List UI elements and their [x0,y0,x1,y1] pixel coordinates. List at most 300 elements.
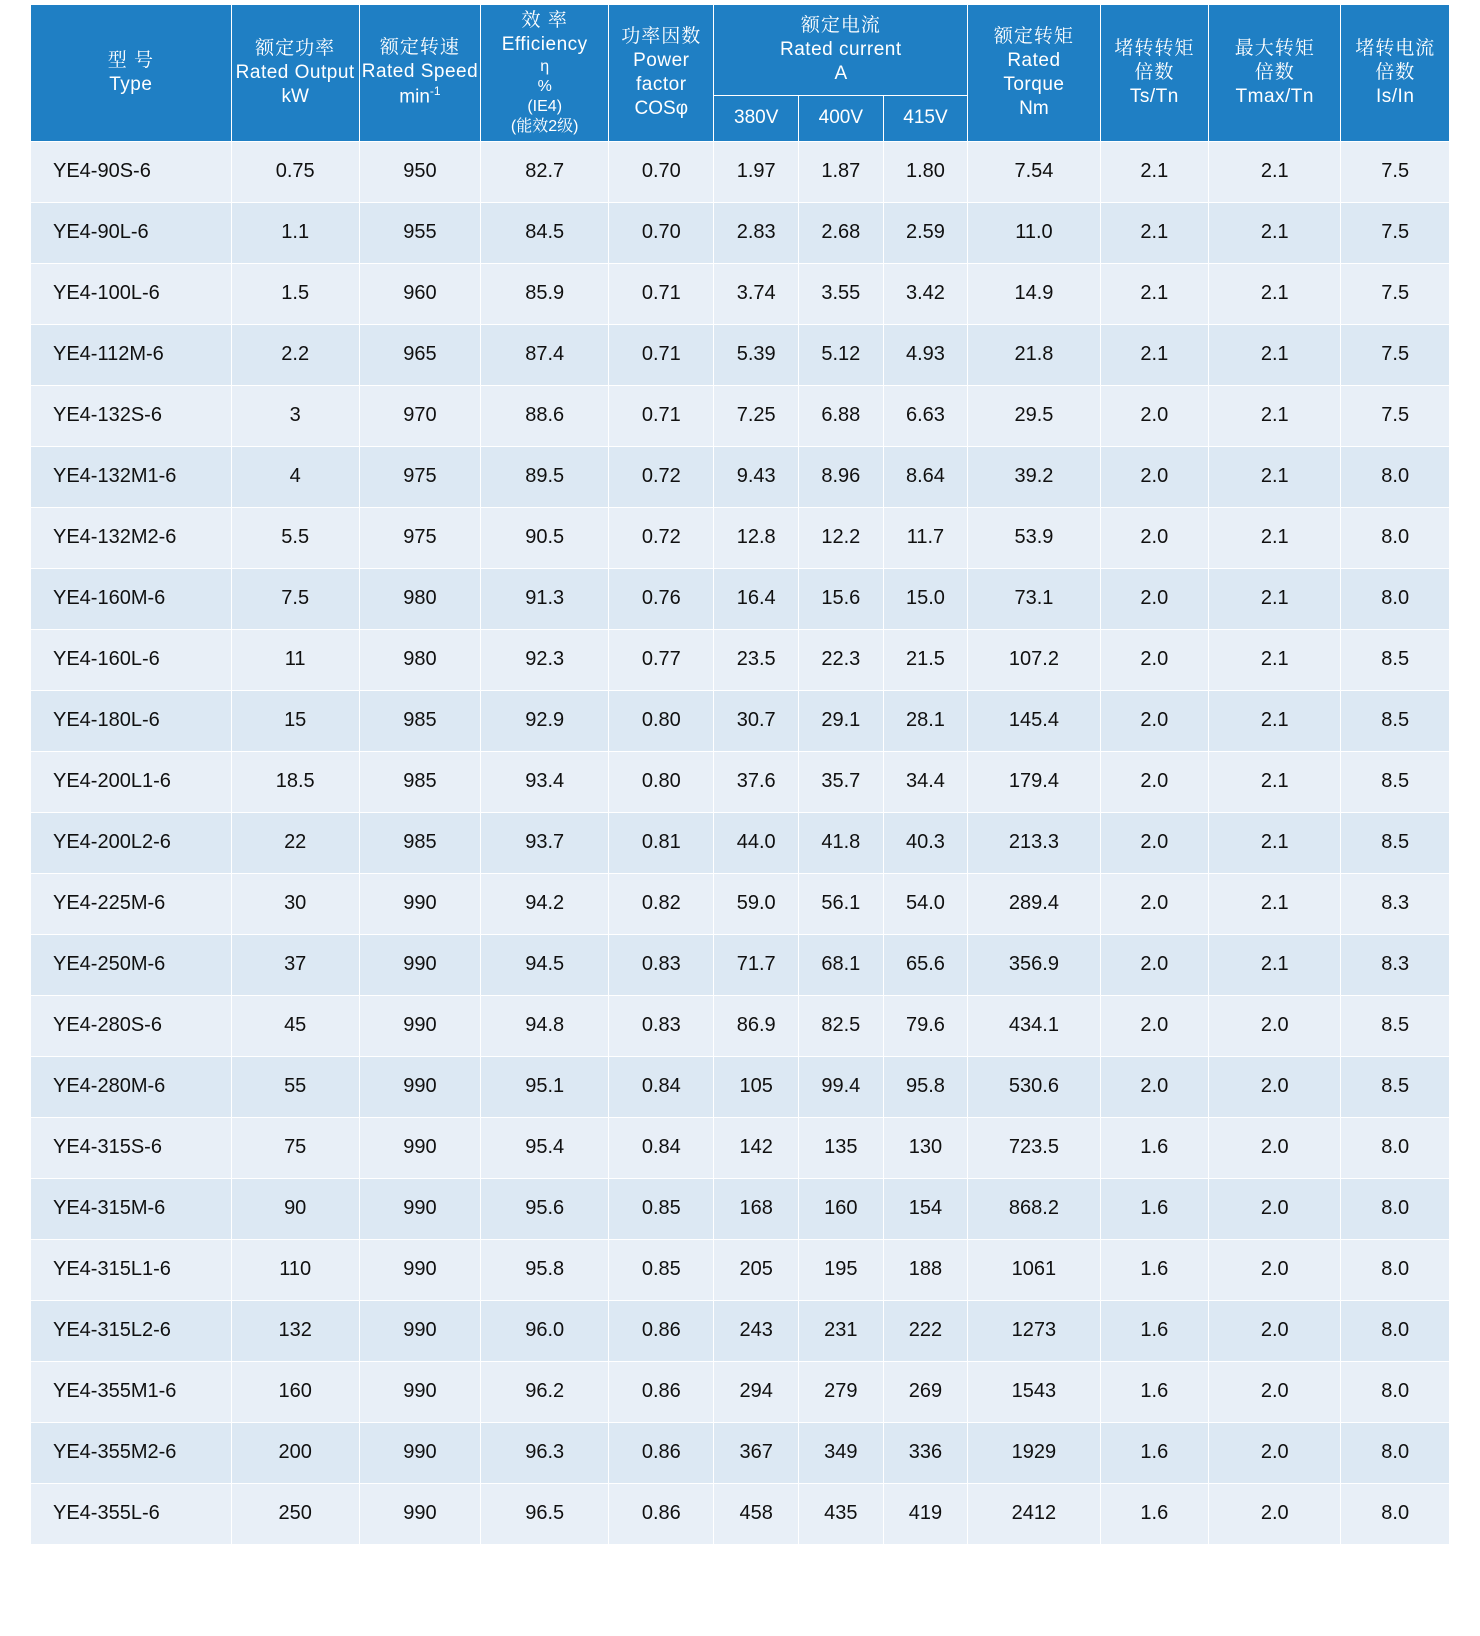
cell-is-in: 8.0 [1341,1361,1450,1422]
cell-ts-tn: 2.0 [1100,995,1208,1056]
cell-current-380v: 71.7 [714,934,799,995]
cell-current-415v: 188 [883,1239,968,1300]
cell-type: YE4-200L1-6 [31,751,232,812]
header-rated-torque-en2: Torque [1003,73,1065,95]
cell-is-in: 8.0 [1341,1239,1450,1300]
cell-ts-tn: 2.1 [1100,141,1208,202]
cell-is-in: 8.0 [1341,1300,1450,1361]
cell-efficiency: 88.6 [481,385,609,446]
cell-current-415v: 130 [883,1117,968,1178]
cell-type: YE4-355L-6 [31,1483,232,1544]
cell-current-400v: 3.55 [799,263,884,324]
cell-current-380v: 205 [714,1239,799,1300]
cell-tmax-tn: 2.1 [1209,568,1341,629]
cell-current-380v: 367 [714,1422,799,1483]
table-row [31,1178,1450,1239]
cell-is-in: 7.5 [1341,141,1450,202]
table-row [31,1300,1450,1361]
header-rated-speed [359,5,481,142]
table-row [31,995,1450,1056]
header-current-415v: 415V [883,95,968,141]
cell-rated-speed: 950 [359,141,481,202]
cell-rated-speed: 975 [359,507,481,568]
cell-rated-torque: 1273 [968,1300,1100,1361]
cell-tmax-tn: 2.1 [1209,812,1341,873]
cell-current-380v: 86.9 [714,995,799,1056]
cell-tmax-tn: 2.0 [1209,1300,1341,1361]
cell-rated-output: 0.75 [231,141,359,202]
cell-tmax-tn: 2.0 [1209,1422,1341,1483]
cell-rated-speed: 985 [359,751,481,812]
cell-rated-torque: 1061 [968,1239,1100,1300]
cell-current-415v: 269 [883,1361,968,1422]
cell-ts-tn: 1.6 [1100,1422,1208,1483]
cell-current-415v: 4.93 [883,324,968,385]
cell-rated-torque: 39.2 [968,446,1100,507]
header-rated-current-cn: 额定电流 [800,15,881,37]
cell-current-415v: 79.6 [883,995,968,1056]
cell-tmax-tn: 2.1 [1209,751,1341,812]
table-row [31,690,1450,751]
cell-tmax-tn: 2.1 [1209,690,1341,751]
cell-rated-speed: 980 [359,629,481,690]
header-rated-current-en: Rated current [780,38,902,60]
cell-efficiency: 84.5 [481,202,609,263]
table-row [31,202,1450,263]
header-rated-output-cn: 额定功率 [255,38,336,60]
cell-type: YE4-225M-6 [31,873,232,934]
cell-current-415v: 8.64 [883,446,968,507]
cell-efficiency: 92.3 [481,629,609,690]
cell-current-380v: 37.6 [714,751,799,812]
cell-current-380v: 168 [714,1178,799,1239]
cell-current-400v: 8.96 [799,446,884,507]
cell-power-factor: 0.84 [609,1056,714,1117]
cell-rated-torque: 356.9 [968,934,1100,995]
cell-rated-output: 5.5 [231,507,359,568]
cell-rated-torque: 21.8 [968,324,1100,385]
table-row [31,446,1450,507]
cell-ts-tn: 2.0 [1100,568,1208,629]
cell-type: YE4-90L-6 [31,202,232,263]
cell-is-in: 8.5 [1341,751,1450,812]
cell-current-400v: 1.87 [799,141,884,202]
cell-power-factor: 0.81 [609,812,714,873]
cell-rated-output: 4 [231,446,359,507]
cell-rated-speed: 965 [359,324,481,385]
cell-current-415v: 1.80 [883,141,968,202]
cell-type: YE4-200L2-6 [31,812,232,873]
cell-power-factor: 0.80 [609,690,714,751]
header-rated-torque-unit: Nm [1019,97,1049,119]
cell-rated-output: 55 [231,1056,359,1117]
cell-rated-torque: 29.5 [968,385,1100,446]
cell-type: YE4-355M1-6 [31,1361,232,1422]
cell-efficiency: 85.9 [481,263,609,324]
cell-ts-tn: 2.0 [1100,873,1208,934]
header-rated-output-en: Rated Output [235,61,355,83]
header-power-factor-en1: Power [633,50,690,71]
cell-efficiency: 91.3 [481,568,609,629]
cell-rated-torque: 723.5 [968,1117,1100,1178]
cell-power-factor: 0.70 [609,141,714,202]
header-tmax-tn-cn: 最大转矩 [1234,38,1315,60]
cell-ts-tn: 1.6 [1100,1483,1208,1544]
cell-current-415v: 54.0 [883,873,968,934]
cell-power-factor: 0.85 [609,1239,714,1300]
header-rated-current [714,5,968,96]
table-row [31,568,1450,629]
cell-efficiency: 89.5 [481,446,609,507]
header-tmax-tn-cn2: 倍数 [1254,61,1295,83]
cell-rated-torque: 179.4 [968,751,1100,812]
cell-is-in: 8.0 [1341,1422,1450,1483]
cell-ts-tn: 2.0 [1100,629,1208,690]
cell-type: YE4-315L1-6 [31,1239,232,1300]
header-type-en: Type [109,73,153,95]
cell-ts-tn: 2.0 [1100,934,1208,995]
cell-current-380v: 30.7 [714,690,799,751]
cell-type: YE4-315S-6 [31,1117,232,1178]
cell-power-factor: 0.86 [609,1361,714,1422]
header-is-in-cn: 堵转电流 [1355,38,1436,60]
table-row [31,751,1450,812]
cell-efficiency: 95.1 [481,1056,609,1117]
table-row [31,1361,1450,1422]
cell-current-380v: 3.74 [714,263,799,324]
header-efficiency-cn: 效 率 [521,10,568,31]
cell-current-380v: 2.83 [714,202,799,263]
table-row [31,1056,1450,1117]
cell-is-in: 7.5 [1341,324,1450,385]
header-current-380v: 380V [714,95,799,141]
cell-is-in: 8.3 [1341,873,1450,934]
cell-rated-speed: 960 [359,263,481,324]
cell-tmax-tn: 2.0 [1209,1483,1341,1544]
cell-rated-torque: 1543 [968,1361,1100,1422]
cell-ts-tn: 2.1 [1100,263,1208,324]
cell-tmax-tn: 2.1 [1209,873,1341,934]
table-header [31,5,1450,142]
cell-rated-torque: 11.0 [968,202,1100,263]
cell-efficiency: 95.4 [481,1117,609,1178]
cell-power-factor: 0.82 [609,873,714,934]
table-row [31,934,1450,995]
cell-rated-output: 15 [231,690,359,751]
cell-type: YE4-280M-6 [31,1056,232,1117]
cell-rated-torque: 7.54 [968,141,1100,202]
table-row [31,141,1450,202]
cell-type: YE4-100L-6 [31,263,232,324]
header-type-cn: 型 号 [107,50,154,71]
cell-power-factor: 0.71 [609,263,714,324]
header-is-in-cn2: 倍数 [1375,61,1416,83]
cell-current-415v: 154 [883,1178,968,1239]
cell-ts-tn: 2.0 [1100,446,1208,507]
header-ts-tn-en: Ts/Tn [1129,85,1179,107]
cell-power-factor: 0.86 [609,1422,714,1483]
cell-current-380v: 59.0 [714,873,799,934]
cell-rated-speed: 975 [359,446,481,507]
cell-power-factor: 0.80 [609,751,714,812]
cell-rated-output: 22 [231,812,359,873]
cell-current-415v: 65.6 [883,934,968,995]
header-efficiency-ie: (IE4) [527,97,563,115]
cell-tmax-tn: 2.1 [1209,446,1341,507]
table-row [31,385,1450,446]
cell-rated-speed: 970 [359,385,481,446]
cell-power-factor: 0.77 [609,629,714,690]
cell-rated-torque: 145.4 [968,690,1100,751]
cell-rated-torque: 14.9 [968,263,1100,324]
header-efficiency-symbol: η [540,57,550,75]
cell-rated-torque: 107.2 [968,629,1100,690]
cell-current-415v: 21.5 [883,629,968,690]
cell-current-380v: 105 [714,1056,799,1117]
header-efficiency-en: Efficiency [501,33,588,55]
cell-current-400v: 279 [799,1361,884,1422]
cell-efficiency: 96.2 [481,1361,609,1422]
cell-efficiency: 95.8 [481,1239,609,1300]
cell-is-in: 8.5 [1341,995,1450,1056]
cell-efficiency: 94.5 [481,934,609,995]
cell-ts-tn: 2.0 [1100,690,1208,751]
cell-tmax-tn: 2.0 [1209,1361,1341,1422]
cell-power-factor: 0.76 [609,568,714,629]
cell-current-400v: 82.5 [799,995,884,1056]
cell-current-380v: 9.43 [714,446,799,507]
cell-rated-torque: 1929 [968,1422,1100,1483]
header-rated-torque-cn: 额定转矩 [993,26,1074,48]
cell-current-400v: 56.1 [799,873,884,934]
cell-tmax-tn: 2.0 [1209,995,1341,1056]
cell-current-415v: 95.8 [883,1056,968,1117]
header-is-in-en: Is/In [1376,85,1415,107]
cell-is-in: 8.5 [1341,629,1450,690]
cell-is-in: 8.5 [1341,1056,1450,1117]
cell-type: YE4-355M2-6 [31,1422,232,1483]
cell-ts-tn: 2.0 [1100,751,1208,812]
cell-rated-speed: 990 [359,1239,481,1300]
cell-rated-output: 250 [231,1483,359,1544]
header-efficiency [481,5,609,142]
cell-ts-tn: 2.0 [1100,812,1208,873]
cell-tmax-tn: 2.1 [1209,629,1341,690]
cell-power-factor: 0.70 [609,202,714,263]
cell-rated-output: 1.1 [231,202,359,263]
cell-ts-tn: 2.0 [1100,507,1208,568]
cell-rated-torque: 868.2 [968,1178,1100,1239]
table-row [31,507,1450,568]
cell-is-in: 8.0 [1341,1178,1450,1239]
table-row [31,1239,1450,1300]
cell-current-415v: 419 [883,1483,968,1544]
header-rated-torque [968,5,1100,142]
motor-spec-table-container [30,0,1450,1545]
header-ts-tn [1100,5,1208,142]
cell-tmax-tn: 2.0 [1209,1056,1341,1117]
cell-type: YE4-132M2-6 [31,507,232,568]
cell-type: YE4-250M-6 [31,934,232,995]
cell-tmax-tn: 2.1 [1209,385,1341,446]
cell-power-factor: 0.71 [609,324,714,385]
cell-power-factor: 0.83 [609,934,714,995]
motor-spec-table [30,4,1450,1545]
cell-current-400v: 231 [799,1300,884,1361]
cell-rated-speed: 990 [359,873,481,934]
cell-rated-speed: 980 [359,568,481,629]
header-type [31,5,232,142]
cell-tmax-tn: 2.0 [1209,1178,1341,1239]
cell-ts-tn: 2.1 [1100,324,1208,385]
cell-efficiency: 93.4 [481,751,609,812]
cell-current-380v: 5.39 [714,324,799,385]
table-row [31,812,1450,873]
header-tmax-tn-en: Tmax/Tn [1235,85,1314,107]
cell-rated-output: 2.2 [231,324,359,385]
cell-type: YE4-160L-6 [31,629,232,690]
cell-current-415v: 11.7 [883,507,968,568]
cell-current-380v: 142 [714,1117,799,1178]
header-row-main [31,5,1450,96]
cell-rated-output: 7.5 [231,568,359,629]
cell-current-415v: 2.59 [883,202,968,263]
header-efficiency-note: (能效2级) [510,117,579,135]
header-ts-tn-cn2: 倍数 [1134,61,1175,83]
cell-is-in: 8.0 [1341,446,1450,507]
cell-current-380v: 44.0 [714,812,799,873]
cell-current-415v: 34.4 [883,751,968,812]
table-row [31,324,1450,385]
cell-rated-output: 37 [231,934,359,995]
cell-tmax-tn: 2.1 [1209,141,1341,202]
cell-efficiency: 94.2 [481,873,609,934]
cell-rated-torque: 73.1 [968,568,1100,629]
cell-current-400v: 22.3 [799,629,884,690]
cell-rated-output: 30 [231,873,359,934]
cell-power-factor: 0.86 [609,1300,714,1361]
cell-current-380v: 12.8 [714,507,799,568]
cell-rated-torque: 213.3 [968,812,1100,873]
cell-is-in: 8.0 [1341,507,1450,568]
cell-current-400v: 35.7 [799,751,884,812]
table-row [31,1483,1450,1544]
table-row [31,873,1450,934]
cell-current-380v: 294 [714,1361,799,1422]
header-rated-speed-en: Rated Speed [361,61,479,83]
table-row [31,629,1450,690]
cell-type: YE4-315M-6 [31,1178,232,1239]
cell-current-380v: 16.4 [714,568,799,629]
cell-rated-output: 3 [231,385,359,446]
cell-efficiency: 93.7 [481,812,609,873]
cell-current-400v: 29.1 [799,690,884,751]
cell-rated-speed: 985 [359,812,481,873]
cell-rated-speed: 990 [359,1178,481,1239]
cell-current-415v: 28.1 [883,690,968,751]
cell-current-400v: 160 [799,1178,884,1239]
cell-current-415v: 40.3 [883,812,968,873]
cell-ts-tn: 1.6 [1100,1178,1208,1239]
cell-rated-output: 75 [231,1117,359,1178]
header-rated-output-unit: kW [281,85,309,107]
cell-efficiency: 94.8 [481,995,609,1056]
cell-rated-speed: 990 [359,1483,481,1544]
cell-type: YE4-132M1-6 [31,446,232,507]
header-power-factor-en2: factor [636,73,687,95]
cell-rated-output: 200 [231,1422,359,1483]
cell-current-380v: 243 [714,1300,799,1361]
cell-tmax-tn: 2.0 [1209,1117,1341,1178]
cell-power-factor: 0.71 [609,385,714,446]
header-rated-speed-unit: $\min^{-1}$ [399,83,441,108]
cell-rated-output: 1.5 [231,263,359,324]
cell-tmax-tn: 2.1 [1209,263,1341,324]
cell-ts-tn: 2.0 [1100,385,1208,446]
cell-type: YE4-180L-6 [31,690,232,751]
cell-power-factor: 0.84 [609,1117,714,1178]
cell-rated-speed: 990 [359,1056,481,1117]
cell-rated-torque: 2412 [968,1483,1100,1544]
cell-tmax-tn: 2.0 [1209,1239,1341,1300]
cell-current-380v: 1.97 [714,141,799,202]
cell-rated-speed: 990 [359,1422,481,1483]
cell-rated-output: 132 [231,1300,359,1361]
cell-type: YE4-160M-6 [31,568,232,629]
cell-power-factor: 0.72 [609,446,714,507]
cell-current-400v: 5.12 [799,324,884,385]
cell-is-in: 8.0 [1341,568,1450,629]
header-tmax-tn [1209,5,1341,142]
cell-efficiency: 90.5 [481,507,609,568]
cell-current-400v: 6.88 [799,385,884,446]
cell-current-400v: 99.4 [799,1056,884,1117]
cell-ts-tn: 2.1 [1100,202,1208,263]
cell-is-in: 8.5 [1341,812,1450,873]
cell-current-380v: 458 [714,1483,799,1544]
cell-power-factor: 0.72 [609,507,714,568]
cell-current-400v: 349 [799,1422,884,1483]
cell-ts-tn: 1.6 [1100,1117,1208,1178]
cell-power-factor: 0.86 [609,1483,714,1544]
cell-power-factor: 0.85 [609,1178,714,1239]
header-is-in [1341,5,1450,142]
cell-is-in: 8.0 [1341,1483,1450,1544]
cell-is-in: 7.5 [1341,202,1450,263]
cell-efficiency: 96.0 [481,1300,609,1361]
header-current-400v: 400V [799,95,884,141]
cell-ts-tn: 1.6 [1100,1239,1208,1300]
cell-rated-output: 18.5 [231,751,359,812]
cell-rated-torque: 434.1 [968,995,1100,1056]
cell-efficiency: 87.4 [481,324,609,385]
header-rated-speed-cn: 额定转速 [379,37,460,59]
cell-current-380v: 23.5 [714,629,799,690]
cell-current-400v: 195 [799,1239,884,1300]
header-power-factor [609,5,714,142]
cell-rated-speed: 955 [359,202,481,263]
cell-rated-torque: 53.9 [968,507,1100,568]
table-row [31,1117,1450,1178]
cell-current-400v: 435 [799,1483,884,1544]
header-rated-current-unit: A [834,62,848,84]
cell-tmax-tn: 2.1 [1209,202,1341,263]
cell-rated-speed: 990 [359,934,481,995]
cell-current-400v: 68.1 [799,934,884,995]
cell-rated-torque: 530.6 [968,1056,1100,1117]
header-power-factor-cn: 功率因数 [621,26,702,48]
cell-is-in: 8.5 [1341,690,1450,751]
